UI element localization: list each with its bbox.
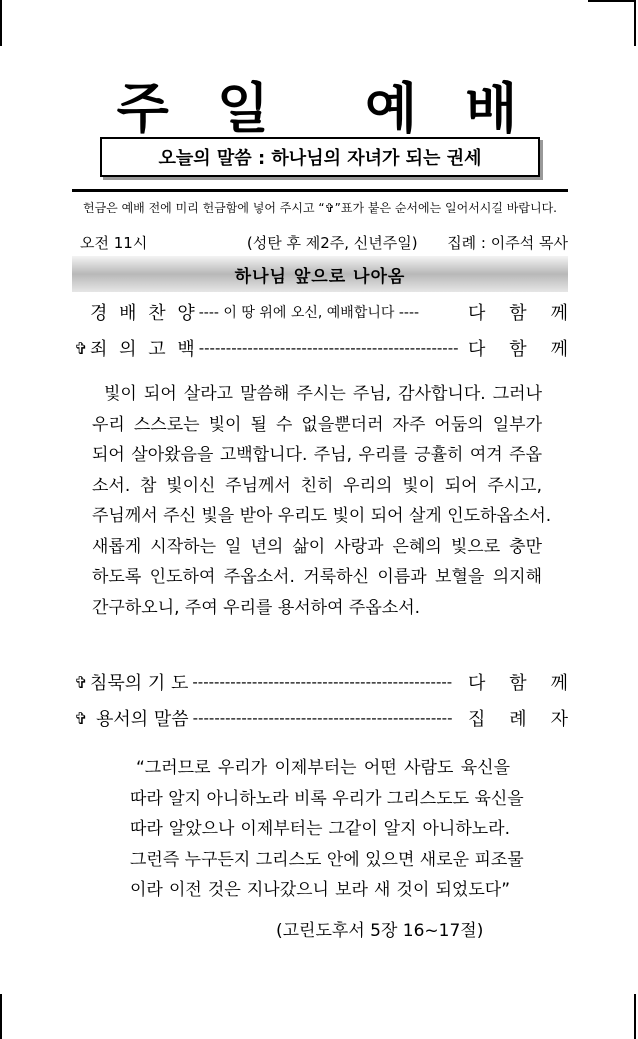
scripture-line: “그러므로 우리가 이제부터는 어떤 사람도 육신을 bbox=[136, 758, 510, 778]
participant-char: 께 bbox=[550, 303, 568, 324]
scripture-line: 이라 이전 것은 지나갔으니 보라 새 것이 되었도다” bbox=[130, 880, 510, 900]
prayer-line: 새롭게 시작하는 일 년의 삶이 사랑과 은혜의 빛으로 충만 bbox=[92, 536, 542, 557]
stand-icon: ✞ bbox=[74, 338, 88, 358]
scripture-line: 따라 알지 아니하노라 비록 우리가 그리스도도 육신을 bbox=[130, 788, 524, 809]
participant-char: 께 bbox=[550, 339, 568, 360]
participant-char: 다 bbox=[468, 303, 486, 324]
prayer-line: 빛이 되어 살라고 말씀해 주시는 주님, 감사합니다. 그러나 bbox=[104, 384, 542, 404]
order-item-participant bbox=[468, 299, 568, 325]
crop-mark-bottom-right bbox=[634, 994, 636, 1039]
order-item-participant bbox=[468, 335, 568, 361]
prayer-line: 하도록 인도하여 주옵소서. 거룩하신 이름과 보혈을 의지해 bbox=[92, 567, 542, 587]
title-char: 예 bbox=[365, 77, 422, 140]
order-item-name: 경 배 찬 양 bbox=[90, 303, 195, 324]
scripture-quote bbox=[130, 753, 524, 906]
offering-notice: 헌금은 예배 전에 미리 헌금함에 넣어 주시고 “✞”표가 붙은 순서에는 일어서시길 바랍니다. bbox=[83, 201, 557, 215]
confession-prayer bbox=[92, 379, 552, 623]
crop-mark-top-right bbox=[588, 0, 634, 2]
order-item-participant bbox=[468, 669, 568, 695]
sermon-title: 오늘의 말씀 : 하나님의 자녀가 되는 권세 bbox=[158, 148, 482, 169]
order-item-leader: ------------------------------------------------ bbox=[192, 673, 453, 691]
page-title bbox=[0, 66, 638, 143]
scripture-line: 따라 알았으나 이제부터는 그같이 알지 아니하노라. bbox=[130, 819, 510, 839]
participant-char: 자 bbox=[550, 709, 568, 730]
scripture-line: 그런즉 누구든지 그리스도 안에 있으면 새로운 피조물 bbox=[130, 849, 524, 870]
prayer-line: 소서. 참 빛이신 주님께서 친히 우리의 빛이 되어 주시고, bbox=[92, 475, 542, 496]
liturgical-week: (성탄 후 제2주, 신년주일) bbox=[246, 234, 418, 252]
stand-icon: ✞ bbox=[74, 708, 88, 728]
participant-char: 집 bbox=[468, 709, 486, 730]
order-item bbox=[72, 705, 568, 731]
participant-char: 례 bbox=[509, 709, 527, 730]
order-item-name: 용서의 말씀 bbox=[96, 709, 189, 730]
sermon-title-box bbox=[100, 137, 540, 177]
crop-mark-top-right-v bbox=[634, 0, 636, 46]
service-leader: 집례 : 이주석 목사 bbox=[447, 234, 568, 252]
order-item-name: 침묵의 기 도 bbox=[90, 673, 189, 694]
title-char: 주 bbox=[116, 77, 173, 140]
participant-char: 다 bbox=[468, 339, 486, 360]
section-heading bbox=[72, 256, 568, 292]
participant-char: 다 bbox=[468, 673, 486, 694]
order-item bbox=[72, 335, 568, 361]
participant-char: 함 bbox=[509, 339, 527, 360]
prayer-line: 주님께서 주신 빛을 받아 우리도 빛이 되어 살게 인도하옵소서. bbox=[92, 506, 552, 526]
order-item bbox=[72, 669, 568, 695]
scripture-citation: (고린도후서 5장 16~17절) bbox=[276, 921, 484, 941]
order-item-participant bbox=[468, 705, 568, 731]
crop-mark-bottom-left bbox=[0, 994, 2, 1039]
order-item-name: 죄 의 고 백 bbox=[90, 339, 195, 360]
crop-mark-top-left bbox=[0, 0, 2, 46]
service-info bbox=[80, 232, 568, 253]
order-item-leader: ---- 이 땅 위에 오신, 예배합니다 ---- bbox=[198, 305, 420, 321]
section-heading-text: 하나님 앞으로 나아옴 bbox=[234, 266, 406, 287]
participant-char: 함 bbox=[509, 673, 527, 694]
divider bbox=[72, 189, 568, 192]
participant-char: 께 bbox=[550, 673, 568, 694]
order-item-leader: ------------------------------------------------ bbox=[192, 709, 453, 727]
prayer-line: 되어 살아왔음을 고백합니다. 주님, 우리를 긍휼히 여겨 주옵 bbox=[92, 445, 542, 465]
title-char: 일 bbox=[216, 77, 273, 140]
prayer-line: 우리 스스로는 빛이 될 수 없을뿐더러 자주 어둠의 일부가 bbox=[92, 414, 542, 435]
prayer-line: 간구하오니, 주여 우리를 용서하여 주옵소서. bbox=[92, 597, 421, 618]
stand-icon: ✞ bbox=[74, 672, 88, 692]
order-item-leader: ------------------------------------------------ bbox=[198, 339, 459, 357]
service-time: 오전 11시 bbox=[80, 234, 148, 252]
participant-char: 함 bbox=[509, 303, 527, 324]
title-char: 배 bbox=[465, 77, 522, 140]
order-item bbox=[72, 299, 568, 325]
